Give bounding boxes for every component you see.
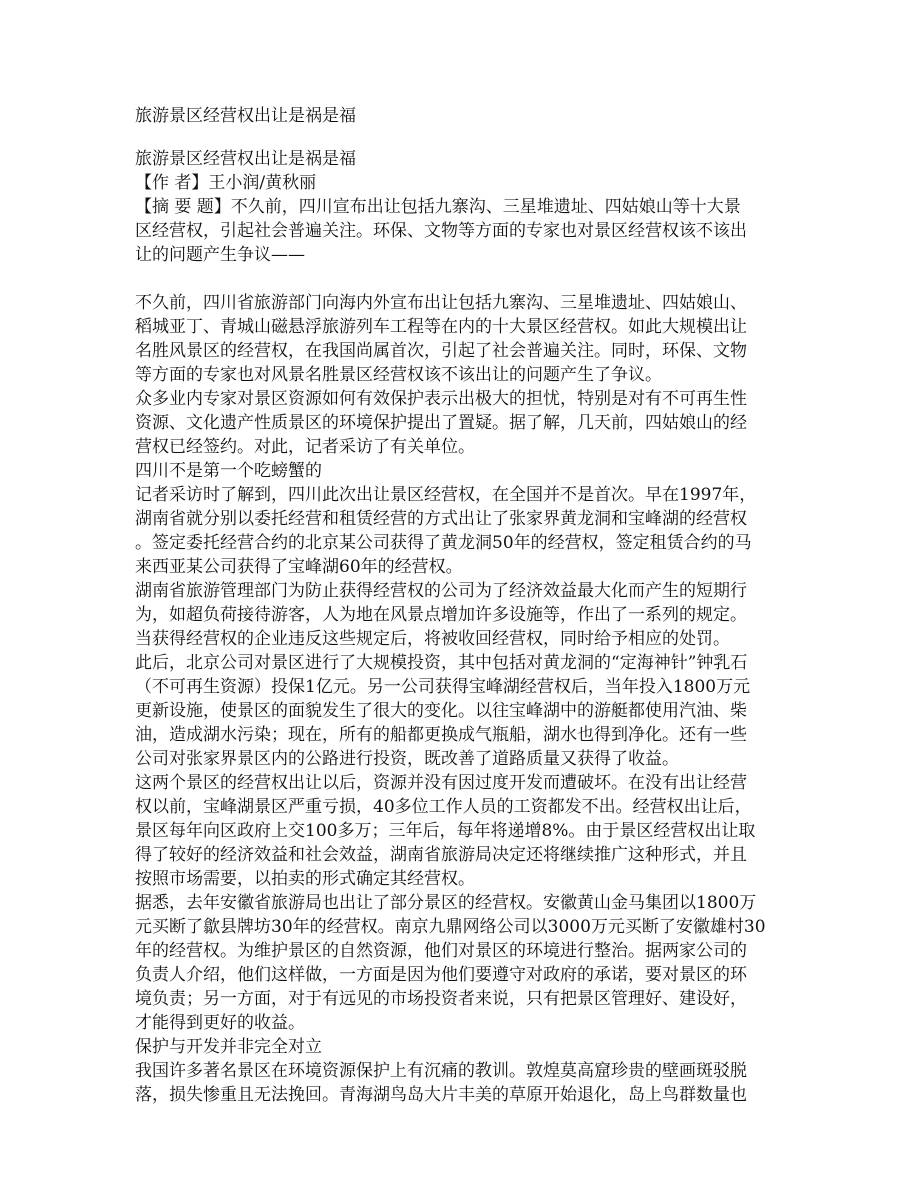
paragraph-spacer [135, 267, 787, 291]
text-line: 才能得到更好的收益。 [135, 1013, 305, 1033]
text-line: 景区每年向区政府上交100多万；三年后，每年将递增8%。由于景区经营权出让取 [135, 821, 756, 841]
text-line: 营权已经签约。对此，记者采访了有关单位。 [135, 437, 475, 457]
text-line: 记者采访时了解到，四川此次出让景区经营权，在全国并不是首次。早在1997年， [135, 485, 757, 505]
text-line: 不久前，四川省旅游部门向海内外宣布出让包括九寨沟、三星堆遗址、四姑娘山、 [135, 293, 747, 313]
document-title: 旅游景区经营权出让是祸是福 [135, 106, 356, 126]
text-line: 资源、文化遗产性质景区的环境保护提出了置疑。据了解，几天前，四姑娘山的经 [135, 413, 747, 433]
text-line: 更新设施，使景区的面貌发生了很大的变化。以往宝峰湖中的游艇都使用汽油、柴 [135, 701, 747, 721]
text-line: 湖南省就分别以委托经营和租赁经营的方式出让了张家界黄龙洞和宝峰湖的经营权 [135, 509, 747, 529]
article-body [135, 147, 787, 1107]
text-line: 油，造成湖水污染；现在，所有的船都更换成气瓶船，湖水也得到净化。还有一些 [135, 725, 747, 745]
text-line: 元买断了歙县牌坊30年的经营权。南京九鼎网络公司以3000万元买断了安徽雄村30 [135, 917, 766, 937]
text-line: 为，如超负荷接待游客，人为地在风景点增加许多设施等，作出了一系列的规定。 [135, 605, 747, 625]
text-line: 公司对张家界景区内的公路进行投资，既改善了道路质量又获得了收益。 [135, 749, 679, 769]
text-line: 来西亚某公司获得了宝峰湖60年的经营权。 [135, 557, 463, 577]
text-line: 。签定委托经营合约的北京某公司获得了黄龙洞50年的经营权，签定租赁合约的马 [135, 533, 752, 553]
text-line: 区经营权，引起社会普遍关注。环保、文物等方面的专家也对景区经营权该不该出 [135, 221, 747, 241]
text-line: （不可再生资源）投保1亿元。另一公司获得宝峰湖经营权后，当年投入1800万元 [135, 677, 751, 697]
text-line: 湖南省旅游管理部门为防止获得经营权的公司为了经济效益最大化而产生的短期行 [135, 581, 747, 601]
text-line: 得了较好的经济效益和社会效益，湖南省旅游局决定还将继续推广这种形式，并且 [135, 845, 747, 865]
text-line: 旅游景区经营权出让是祸是福 [135, 149, 356, 169]
text-line: 境负责；另一方面，对于有远见的市场投资者来说，只有把景区管理好、建设好， [135, 989, 747, 1009]
text-line: 四川不是第一个吃螃蟹的 [135, 461, 322, 481]
text-line: 这两个景区的经营权出让以后，资源并没有因过度开发而遭破坏。在没有出让经营 [135, 773, 747, 793]
text-line: 权以前，宝峰湖景区严重亏损，40多位工作人员的工资都发不出。经营权出让后， [135, 797, 752, 817]
text-line: 落，损失惨重且无法挽回。青海湖鸟岛大片丰美的草原开始退化，岛上鸟群数量也 [135, 1085, 747, 1105]
text-line: 当获得经营权的企业违反这些规定后，将被收回经营权，同时给予相应的处罚。 [135, 629, 730, 649]
text-line: 此后，北京公司对景区进行了大规模投资，其中包括对黄龙洞的“定海神针”钟乳石 [135, 653, 748, 673]
text-line: 【摘 要 题】不久前，四川宣布出让包括九寨沟、三星堆遗址、四姑娘山等十大景 [135, 197, 741, 217]
text-line: 【作 者】王小润/黄秋丽 [135, 173, 317, 193]
text-line: 名胜风景区的经营权，在我国尚属首次，引起了社会普遍关注。同时，环保、文物 [135, 341, 747, 361]
text-line: 年的经营权。为维护景区的自然资源，他们对景区的环境进行整治。据两家公司的 [135, 941, 747, 961]
text-line: 保护与开发并非完全对立 [135, 1037, 322, 1057]
text-line: 据悉，去年安徽省旅游局也出让了部分景区的经营权。安徽黄山金马集团以1800万 [135, 893, 757, 913]
text-line: 按照市场需要，以拍卖的形式确定其经营权。 [135, 869, 475, 889]
text-line: 我国许多著名景区在环境资源保护上有沉痛的教训。敦煌莫高窟珍贵的壁画斑驳脱 [135, 1061, 747, 1081]
text-line: 众多业内专家对景区资源如何有效保护表示出极大的担忧，特别是对有不可再生性 [135, 389, 747, 409]
text-line: 让的问题产生争议—— [135, 245, 305, 265]
text-line: 稻城亚丁、青城山磁悬浮旅游列车工程等在内的十大景区经营权。如此大规模出让 [135, 317, 747, 337]
text-line: 负责人介绍，他们这样做，一方面是因为他们要遵守对政府的承诺，要对景区的环 [135, 965, 747, 985]
text-line: 等方面的专家也对风景名胜景区经营权该不该出让的问题产生了争议。 [135, 365, 662, 385]
